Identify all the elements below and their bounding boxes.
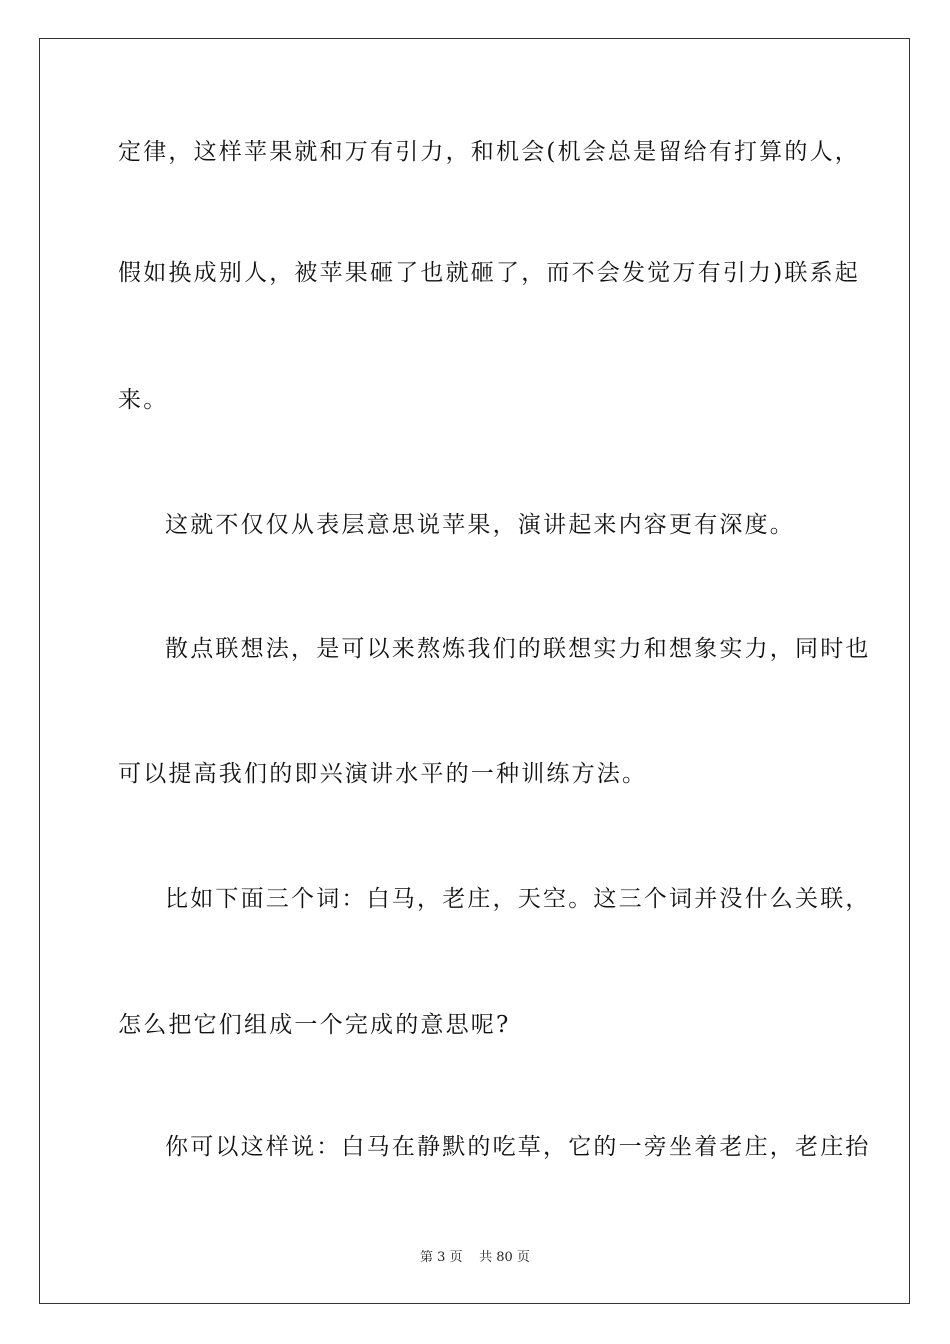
paragraph-first-line: 这就不仅仅从表层意思说苹果，演讲起来内容更有深度。 xyxy=(165,512,795,538)
page-total: 共 80 页 xyxy=(479,1250,530,1265)
page-footer xyxy=(0,1246,950,1265)
page-border xyxy=(39,38,910,1304)
page-number: 第 3 页 xyxy=(420,1250,463,1265)
paragraph-first-line: 散点联想法，是可以来熬炼我们的联想实力和想象实力，同时也 xyxy=(165,636,871,662)
body-text-line: 可以提高我们的即兴演讲水平的一种训练方法。 xyxy=(118,761,648,787)
body-text-line: 假如换成别人，被苹果砸了也就砸了，而不会发觉万有引力)联系起 xyxy=(118,260,860,286)
paragraph-first-line: 比如下面三个词：白马，老庄，天空。这三个词并没什么关联， xyxy=(165,886,871,912)
paragraph-first-line: 你可以这样说：白马在静默的吃草，它的一旁坐着老庄，老庄抬 xyxy=(165,1134,871,1160)
body-text-line: 怎么把它们组成一个完成的意思呢? xyxy=(118,1012,511,1038)
body-text-line: 来。 xyxy=(118,387,169,413)
body-text-line: 定律，这样苹果就和万有引力，和机会(机会总是留给有打算的人， xyxy=(118,139,860,165)
